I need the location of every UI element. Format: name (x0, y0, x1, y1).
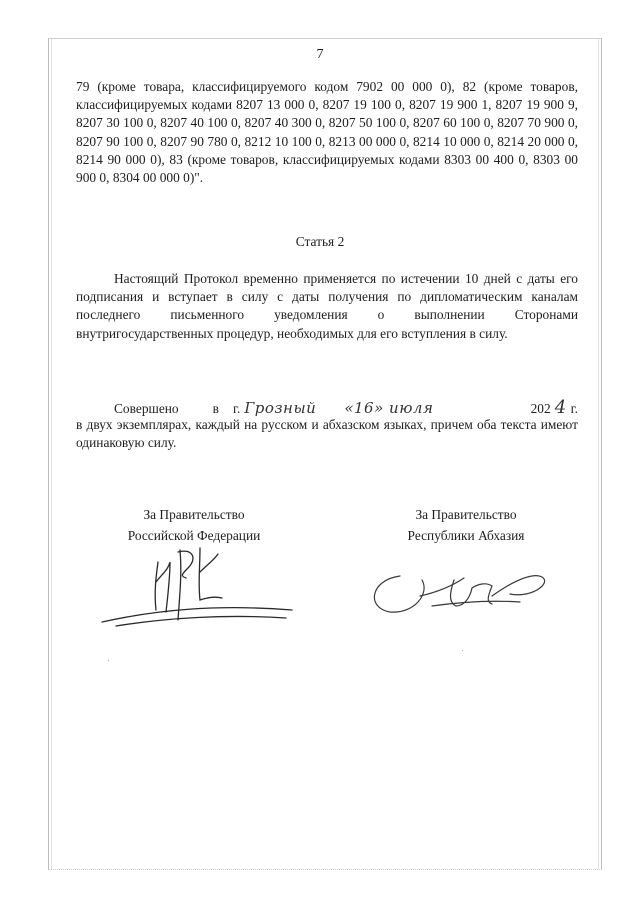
party-abkhazia-line1: За Правительство (415, 507, 517, 522)
done-in: в (212, 401, 219, 416)
page-number: 7 (316, 47, 324, 62)
date-handwritten: «16» июля (344, 399, 434, 417)
article-heading: Статья 2 (295, 234, 345, 249)
copies-text: в двух экземплярах, каждый на русском и абхазском языках, причем оба текста имеют одинаковую силу. (76, 417, 578, 451)
done-at-line (114, 397, 578, 418)
done-label: Совершено (114, 401, 179, 416)
year-suffix: г. (570, 401, 578, 416)
year-handwritten: 4 (554, 397, 567, 418)
scan-speck (108, 660, 109, 661)
signature-russia (96, 522, 306, 632)
party-russia-line2: Российской Федерации (127, 528, 261, 543)
party-abkhazia-line2: Республики Абхазия (407, 528, 525, 543)
city-prefix: г. (232, 401, 241, 416)
signature-abkhazia (360, 556, 560, 636)
city-handwritten: Грозный (244, 399, 317, 417)
party-abkhazia (336, 504, 596, 546)
paragraph-tariff-codes: 79 (кроме товара, классифицируемого кодом 7902 00 000 0), 82 (кроме товаров, классифицируемых кодами 8207 13 000 0, 8207 19 100 0, 8207 19 900 1, 8207 19 900 9, 8207 30 100 0, 8207 40 100 0, 8207 40 300 0, 8207 50 100 0, 8207 60 100 0, 8207 70 900 0, 8207 90 100 0, 8207 90 780 0, 8212 10 100 0, 8213 00 000 0, 8214 10 000 0, 8214 20 000 0, 8214 90 000 0), 83 (кроме товаров, классифицируемых кодами 8303 00 400 0, 8303 00 900 0, 8304 00 000 0)". (76, 79, 578, 186)
article-2-text: Настоящий Протокол временно применяется по истечении 10 дней с даты его подписания и вступает в силу с даты получения по дипломатическим каналам последнего письменного уведомления о выполнении Сторонами внутригосударственных процедур, необходимых для его вступления в силу. (76, 271, 578, 341)
scan-speck (462, 650, 463, 651)
year-prefix: 202 (530, 401, 551, 416)
party-russia-line1: За Правительство (143, 507, 245, 522)
